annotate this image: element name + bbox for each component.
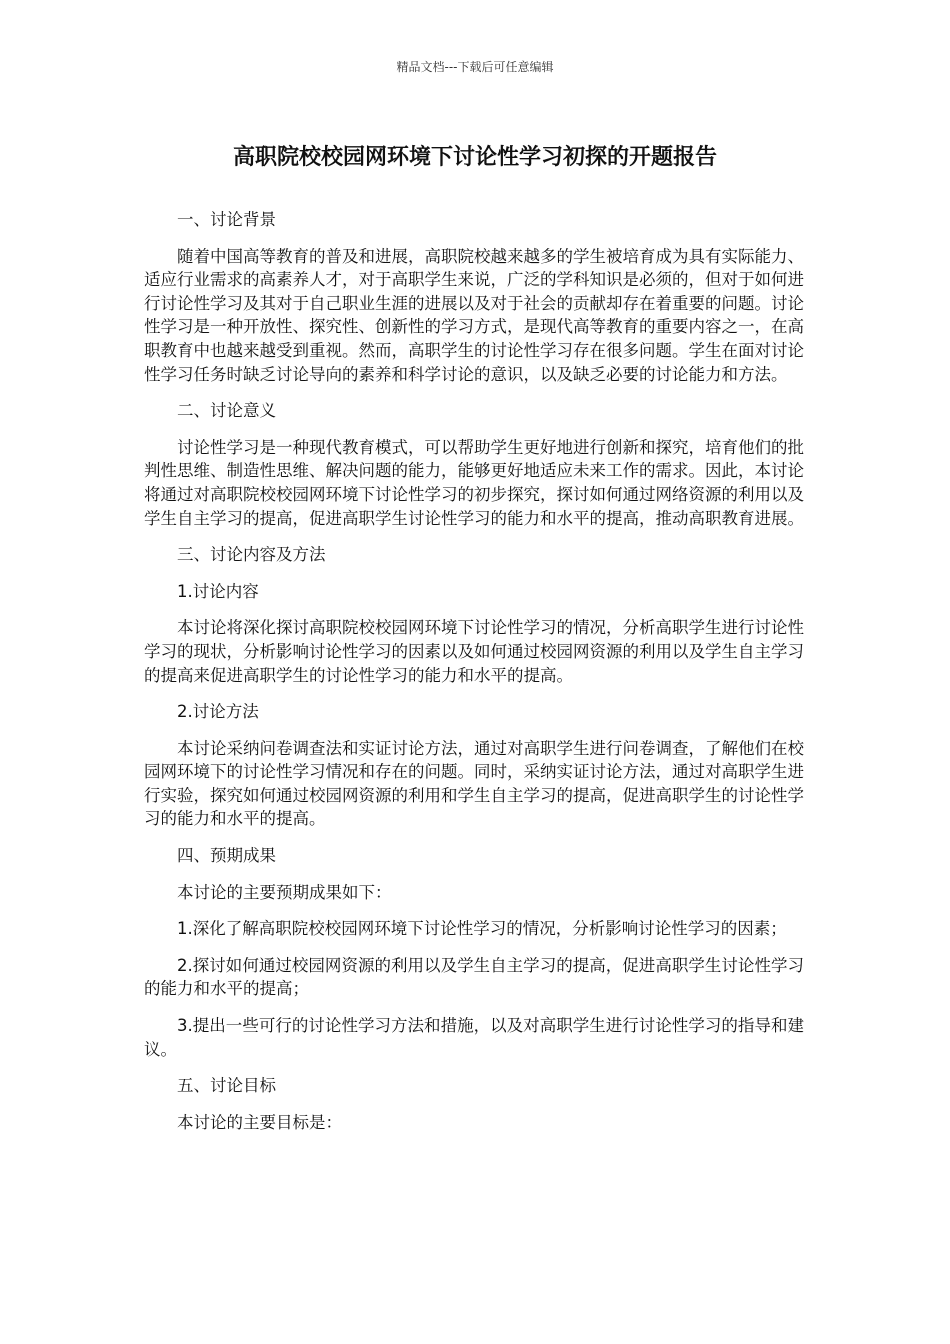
paragraph-method: 本讨论采纳问卷调查法和实证讨论方法，通过对高职学生进行问卷调查，了解他们在校园网环境下的讨论性学习情况和存在的问题。同时，采纳实证讨论方法，通过对高职学生进行实验，探究如何通过校园网资源的利用和学生自主学习的提高，促进高职学生的讨论性学习的能力和水平的提高。	[144, 738, 804, 829]
list-item: 2.探讨如何通过校园网资源的利用以及学生自主学习的提高，促进高职学生讨论性学习的能力和水平的提高；	[144, 955, 804, 999]
paragraph-expected-intro: 本讨论的主要预期成果如下：	[177, 882, 392, 902]
paragraph-goals-intro: 本讨论的主要目标是：	[177, 1112, 342, 1132]
section-heading-expected-results: 四、预期成果	[177, 846, 276, 866]
document-body	[144, 208, 804, 1147]
document-title: 高职院校校园网环境下讨论性学习初探的开题报告	[232, 145, 717, 170]
paragraph-background: 随着中国高等教育的普及和进展，高职院校越来越多的学生被培育成为具有实际能力、适应行业需求的高素养人才，对于高职学生来说，广泛的学科知识是必须的，但对于如何进行讨论性学习及其对于自己职业生涯的进展以及对于社会的贡献却存在着重要的问题。讨论性学习是一种开放性、探究性、创新性的学习方式，是现代高等教育的重要内容之一，在高职教育中也越来越受到重视。然而，高职学生的讨论性学习存在很多问题。学生在面对讨论性学习任务时缺乏讨论导向的素养和科学讨论的意识，以及缺乏必要的讨论能力和方法。	[144, 246, 804, 384]
subheading-content: 1.讨论内容	[177, 581, 259, 601]
paragraph-content: 本讨论将深化探讨高职院校校园网环境下讨论性学习的情况，分析高职学生进行讨论性学习的现状，分析影响讨论性学习的因素以及如何通过校园网资源的利用以及学生自主学习的提高来促进高职学生的讨论性学习的能力和水平的提高。	[144, 618, 804, 685]
section-heading-goals: 五、讨论目标	[177, 1076, 276, 1096]
subheading-method: 2.讨论方法	[177, 702, 259, 722]
section-heading-content-method: 三、讨论内容及方法	[177, 545, 326, 565]
section-heading-background: 一、讨论背景	[177, 210, 276, 229]
list-item: 3.提出一些可行的讨论性学习方法和措施，以及对高职学生进行讨论性学习的指导和建议。	[144, 1016, 804, 1059]
section-heading-significance: 二、讨论意义	[177, 401, 276, 421]
list-item: 1.深化了解高职院校校园网环境下讨论性学习的情况，分析影响讨论性学习的因素；	[177, 919, 787, 939]
paragraph-significance: 讨论性学习是一种现代教育模式，可以帮助学生更好地进行创新和探究，培育他们的批判性思维、制造性思维、解决问题的能力，能够更好地适应未来工作的需求。因此，本讨论将通过对高职院校校园网环境下讨论性学习的初步探究，探讨如何通过网络资源的利用以及学生自主学习的提高，促进高职学生讨论性学习的能力和水平的提高，推动高职教育进展。	[144, 437, 804, 528]
header-note: 精品文档---下载后可任意编辑	[396, 60, 554, 74]
